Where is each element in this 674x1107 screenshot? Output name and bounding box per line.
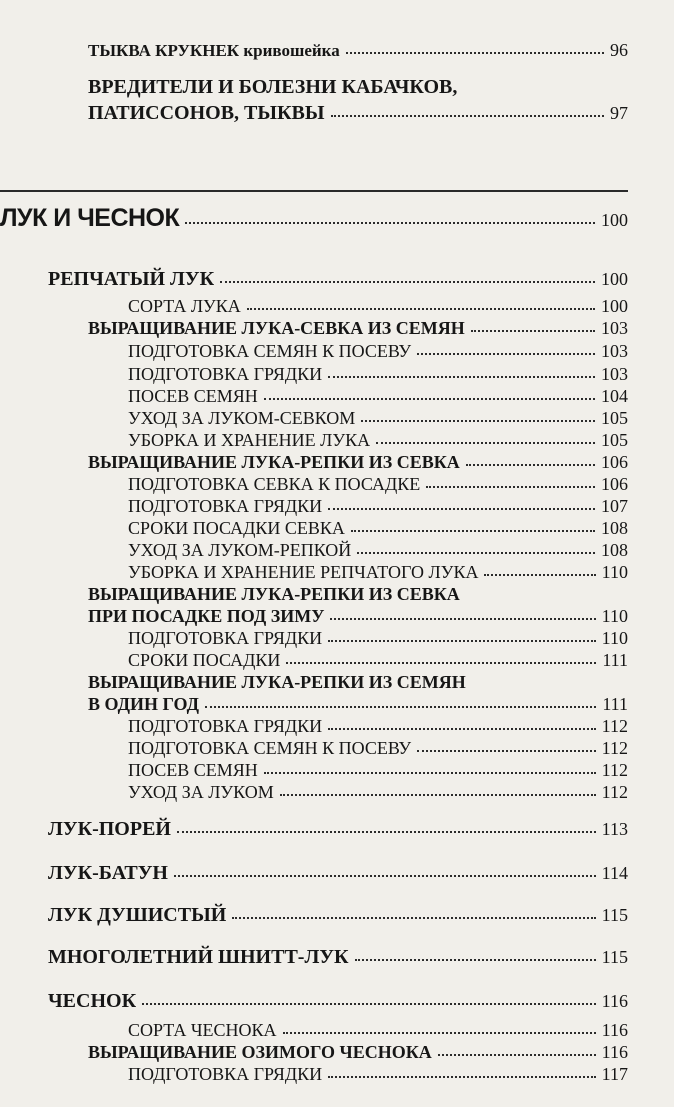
toc-label: ПОДГОТОВКА ГРЯДКИ [128, 1064, 323, 1084]
dot-leader [185, 221, 595, 224]
toc-entry[interactable] [128, 760, 628, 781]
toc-label: ПОДГОТОВКА СЕВКА К ПОСАДКЕ [128, 474, 421, 494]
dot-leader [417, 749, 596, 752]
toc-page: 116 [601, 991, 628, 1011]
toc-entry[interactable] [128, 540, 628, 561]
toc-entry[interactable] [128, 341, 628, 362]
dot-leader [330, 617, 595, 620]
toc-label: В ОДИН ГОД [88, 694, 199, 714]
toc-entry[interactable] [88, 606, 628, 627]
toc-page: 97 [610, 103, 628, 123]
toc-entry[interactable] [128, 364, 628, 385]
toc-label: РЕПЧАТЫЙ ЛУК [48, 268, 215, 290]
toc-page: 114 [601, 863, 628, 883]
dot-leader [438, 1053, 596, 1056]
toc-page: 108 [601, 540, 628, 560]
toc-entry[interactable] [128, 430, 628, 451]
toc-page: 115 [601, 947, 628, 967]
dot-leader [355, 958, 596, 961]
toc-page: 103 [601, 318, 628, 338]
toc-label: ПРИ ПОСАДКЕ ПОД ЗИМУ [88, 606, 325, 626]
toc-entry[interactable] [48, 862, 628, 885]
section-rule [0, 190, 628, 192]
toc-label: ВЫРАЩИВАНИЕ ЛУКА-РЕПКИ ИЗ СЕВКА [88, 584, 460, 604]
toc-page: 103 [601, 341, 628, 361]
toc-page: 112 [601, 760, 628, 780]
toc-entry[interactable] [48, 946, 628, 969]
toc-entry[interactable] [128, 296, 628, 317]
toc-page: 107 [601, 496, 628, 516]
toc-label: ПОДГОТОВКА ГРЯДКИ [128, 628, 323, 648]
dot-leader [471, 329, 595, 332]
dot-leader [177, 830, 596, 833]
toc-entry[interactable] [48, 268, 628, 291]
toc-entry[interactable] [48, 904, 628, 927]
dot-leader [264, 397, 595, 400]
toc-label: УХОД ЗА ЛУКОМ-РЕПКОЙ [128, 540, 352, 560]
toc-label: УХОД ЗА ЛУКОМ [128, 782, 274, 802]
toc-label: ВЫРАЩИВАНИЕ ЛУКА-РЕПКИ ИЗ СЕМЯН [88, 672, 466, 692]
toc-entry[interactable] [128, 408, 628, 429]
toc-page: 105 [601, 430, 628, 450]
toc-label: ПАТИССОНОВ, ТЫКВЫ [88, 102, 325, 124]
toc-label: СРОКИ ПОСАДКИ СЕВКА [128, 518, 345, 538]
dot-leader [174, 874, 596, 877]
dot-leader [264, 771, 596, 774]
dot-leader [346, 51, 604, 54]
toc-entry[interactable] [128, 386, 628, 407]
toc-label: ПОДГОТОВКА ГРЯДКИ [128, 716, 323, 736]
toc-label: СОРТА ЧЕСНОКА [128, 1020, 277, 1040]
dot-leader [220, 280, 595, 283]
toc-label: УБОРКА И ХРАНЕНИЕ ЛУКА [128, 430, 371, 450]
toc-label: ВРЕДИТЕЛИ И БОЛЕЗНИ КАБАЧКОВ, [88, 76, 458, 98]
section-heading[interactable] [0, 204, 628, 233]
toc-page: 113 [601, 819, 628, 839]
toc-page: 116 [601, 1020, 628, 1040]
toc-entry[interactable] [88, 452, 628, 473]
toc-page: 111 [602, 694, 628, 714]
dot-leader [466, 463, 595, 466]
toc-label: УХОД ЗА ЛУКОМ-СЕВКОМ [128, 408, 356, 428]
toc-page: 106 [601, 474, 628, 494]
toc-label: ЛУК ДУШИСТЫЙ [48, 904, 227, 926]
dot-leader [232, 916, 595, 919]
toc-page: 110 [601, 562, 628, 582]
toc-label: ПОСЕВ СЕМЯН [128, 760, 258, 780]
toc-page: 100 [601, 296, 628, 316]
toc-entry[interactable] [88, 102, 628, 125]
toc-label: ПОДГОТОВКА СЕМЯН К ПОСЕВУ [128, 341, 412, 361]
toc-page: 112 [601, 738, 628, 758]
toc-label: ВЫРАЩИВАНИЕ ОЗИМОГО ЧЕСНОКА [88, 1042, 432, 1062]
toc-entry[interactable] [128, 782, 628, 803]
toc-page: 112 [601, 782, 628, 802]
dot-leader [417, 352, 595, 355]
toc-entry[interactable] [128, 562, 628, 583]
toc-page: 106 [601, 452, 628, 472]
toc-label: СОРТА ЛУКА [128, 296, 241, 316]
dot-leader [361, 419, 595, 422]
dot-leader [328, 639, 595, 642]
toc-page: 117 [601, 1064, 628, 1084]
toc-entry[interactable] [48, 990, 628, 1013]
toc-page: 100 [601, 210, 628, 230]
toc-entry[interactable] [128, 716, 628, 737]
toc-page: 108 [601, 518, 628, 538]
dot-leader [142, 1002, 596, 1005]
toc-entry[interactable] [128, 738, 628, 759]
dot-leader [328, 1075, 595, 1078]
toc-page: 104 [601, 386, 628, 406]
toc-entry[interactable] [88, 318, 628, 339]
dot-leader [328, 375, 595, 378]
toc-entry[interactable] [88, 694, 628, 715]
toc-page: 112 [601, 716, 628, 736]
toc-entry[interactable] [128, 628, 628, 649]
toc-label: ЛУК-БАТУН [48, 862, 168, 884]
dot-leader [286, 661, 596, 664]
toc-page: 110 [601, 606, 628, 626]
toc-label: ПОДГОТОВКА СЕМЯН К ПОСЕВУ [128, 738, 412, 758]
toc-page: 110 [601, 628, 628, 648]
toc-label: ТЫКВА КРУКНЕК кривошейка [88, 41, 340, 60]
section-title: ЛУК И ЧЕСНОК [0, 204, 180, 232]
toc-label: ЧЕСНОК [48, 990, 137, 1012]
toc-label: ПОДГОТОВКА ГРЯДКИ [128, 364, 323, 384]
dot-leader [328, 727, 595, 730]
toc-page: 96 [610, 40, 628, 60]
toc-entry[interactable] [88, 1042, 628, 1063]
toc-entry[interactable] [128, 1020, 628, 1041]
toc-label: ЛУК-ПОРЕЙ [48, 818, 171, 840]
dot-leader [426, 485, 595, 488]
dot-leader [283, 1031, 596, 1034]
toc-entry[interactable] [128, 474, 628, 495]
dot-leader [280, 793, 596, 796]
toc-label: ВЫРАЩИВАНИЕ ЛУКА-РЕПКИ ИЗ СЕВКА [88, 452, 460, 472]
dot-leader [484, 573, 595, 576]
dot-leader [331, 114, 605, 117]
toc-page: 100 [601, 269, 628, 289]
dot-leader [247, 307, 595, 310]
dot-leader [328, 507, 595, 510]
toc-label: ВЫРАЩИВАНИЕ ЛУКА-СЕВКА ИЗ СЕМЯН [88, 318, 465, 338]
toc-page: 111 [602, 650, 628, 670]
dot-leader [351, 529, 595, 532]
toc-page: 115 [601, 905, 628, 925]
toc-label: ПОСЕВ СЕМЯН [128, 386, 258, 406]
toc-page: 116 [601, 1042, 628, 1062]
toc-label: УБОРКА И ХРАНЕНИЕ РЕПЧАТОГО ЛУКА [128, 562, 479, 582]
toc-label: СРОКИ ПОСАДКИ [128, 650, 281, 670]
toc-label: ПОДГОТОВКА ГРЯДКИ [128, 496, 323, 516]
toc-page: 105 [601, 408, 628, 428]
toc-entry[interactable] [128, 650, 628, 671]
toc-entry[interactable] [88, 40, 628, 61]
dot-leader [357, 551, 595, 554]
dot-leader [205, 705, 596, 708]
toc-label: МНОГОЛЕТНИЙ ШНИТТ-ЛУК [48, 946, 349, 968]
toc-entry[interactable] [128, 1064, 628, 1085]
toc-entry[interactable] [128, 518, 628, 539]
toc-entry[interactable] [128, 496, 628, 517]
dot-leader [376, 441, 595, 444]
toc-entry[interactable] [48, 818, 628, 841]
toc-page: 103 [601, 364, 628, 384]
